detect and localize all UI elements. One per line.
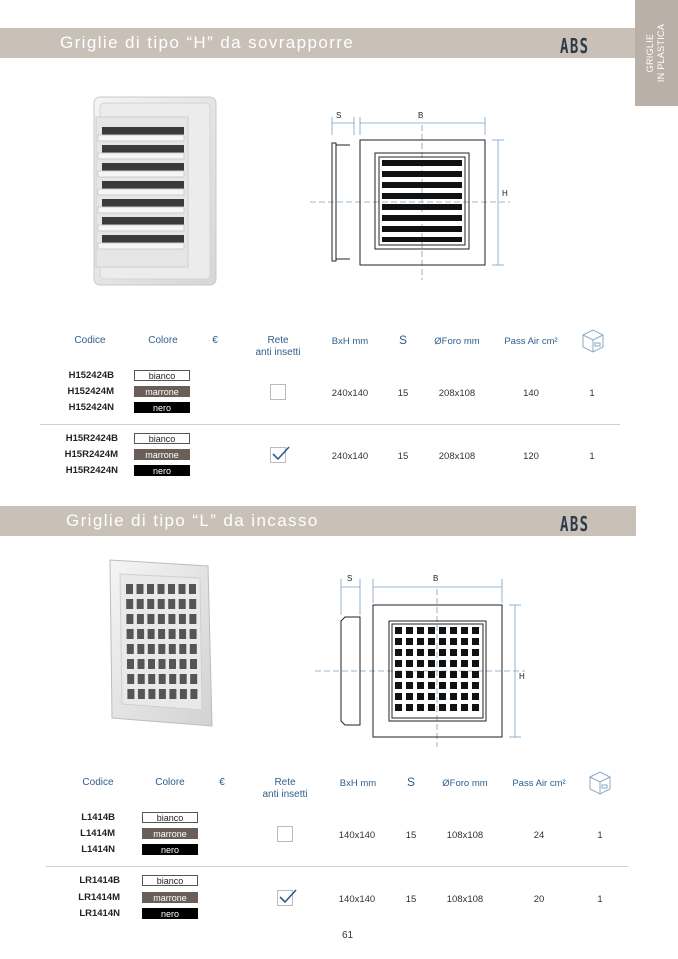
col-header-foro: ØForo mm [442, 778, 488, 789]
grille-opening [138, 659, 145, 669]
grille-opening [138, 674, 145, 684]
rete-checkbox-empty [270, 384, 286, 400]
grille-opening [189, 614, 196, 624]
col-header-colore: Colore [155, 777, 185, 788]
grille-opening [417, 638, 424, 645]
cell-foro: 208x108 [438, 451, 476, 462]
cell-s: 15 [397, 388, 409, 399]
cell-bxh: 140x140 [338, 830, 376, 841]
col-header-rete-line2: anti insetti [262, 789, 308, 800]
grille-opening [417, 660, 424, 667]
row-divider [46, 866, 628, 867]
grille-opening [190, 644, 197, 654]
product-code: LR1414M [78, 892, 120, 903]
grille-opening [450, 704, 457, 711]
grille-opening [428, 682, 435, 689]
color-swatch-marrone: marrone [134, 386, 190, 397]
grille-opening [406, 704, 413, 711]
grille-opening [138, 689, 145, 699]
product-code: H15R2424B [65, 433, 118, 444]
cell-pass-air: 140 [523, 388, 539, 399]
page-number: 61 [342, 930, 354, 941]
grille-opening [158, 629, 165, 639]
checkmark-icon [271, 445, 291, 461]
grille-opening [158, 584, 165, 594]
grille-opening [158, 644, 165, 654]
cell-pass-air: 24 [533, 830, 545, 841]
cell-bxh: 140x140 [338, 894, 376, 905]
grille-opening [417, 693, 424, 700]
grille-opening [148, 629, 155, 639]
grille-opening [158, 614, 165, 624]
grille-opening [472, 704, 479, 711]
cell-qty: 1 [589, 451, 595, 462]
grille-opening [147, 614, 154, 624]
grille-opening [126, 614, 133, 624]
grille-opening [169, 674, 176, 684]
color-swatch-marrone: marrone [142, 828, 198, 839]
product-code: H152424M [67, 386, 114, 397]
grille-opening [148, 674, 155, 684]
grille-opening [137, 644, 144, 654]
grille-opening [428, 671, 435, 678]
grille-opening [180, 659, 187, 669]
box-icon [587, 769, 613, 795]
grille-opening [428, 649, 435, 656]
cell-s: 15 [397, 451, 409, 462]
color-swatch-nero: nero [142, 908, 198, 919]
grille-opening [190, 629, 197, 639]
section-l-material: ABS [560, 512, 590, 536]
grille-opening [472, 638, 479, 645]
category-tab-label [645, 3, 667, 103]
grille-opening [472, 693, 479, 700]
grille-opening [137, 584, 144, 594]
grille-opening [169, 689, 176, 699]
col-header-price: € [212, 335, 218, 346]
grille-l-technical-drawing [315, 565, 530, 750]
grille-opening [395, 660, 402, 667]
col-header-bxh: BxH mm [339, 778, 377, 789]
grille-opening [159, 659, 166, 669]
box-icon [580, 327, 606, 353]
rete-checkbox-checked [277, 890, 293, 906]
col-header-rete [245, 335, 311, 359]
col-header-rete-line1: Rete [274, 777, 296, 788]
row-divider [40, 424, 620, 425]
grille-opening [417, 649, 424, 656]
grille-opening [395, 682, 402, 689]
col-header-pass-air: Pass Air cm² [504, 336, 558, 347]
color-swatch-bianco: bianco [142, 812, 198, 823]
grille-opening [395, 638, 402, 645]
grille-opening [450, 660, 457, 667]
grille-opening [190, 674, 197, 684]
grille-opening [406, 649, 413, 656]
grille-opening [189, 599, 196, 609]
grille-opening [439, 693, 446, 700]
grille-opening [190, 689, 197, 699]
color-swatch-nero: nero [134, 465, 190, 476]
product-code: LR1414N [79, 908, 120, 919]
col-header-pass-air: Pass Air cm² [512, 778, 566, 789]
cell-bxh: 240x140 [331, 388, 369, 399]
grille-opening [137, 629, 144, 639]
grille-opening [148, 659, 155, 669]
grille-opening [406, 693, 413, 700]
product-code: H152424B [68, 370, 114, 381]
grille-opening [168, 584, 175, 594]
grille-opening [395, 671, 402, 678]
grille-opening [395, 649, 402, 656]
grille-opening [159, 674, 166, 684]
grille-opening [148, 689, 155, 699]
col-header-foro: ØForo mm [434, 336, 480, 347]
grille-opening [450, 649, 457, 656]
dim-h-label: H [519, 672, 525, 681]
cell-pass-air: 120 [523, 451, 539, 462]
grille-opening [179, 599, 186, 609]
grille-opening [406, 671, 413, 678]
product-code: H15R2424N [65, 465, 118, 476]
cell-qty: 1 [589, 388, 595, 399]
grille-opening [147, 584, 154, 594]
grille-opening [450, 682, 457, 689]
grille-opening [189, 584, 196, 594]
product-code: L1414B [81, 812, 115, 823]
dim-h-label: H [502, 189, 508, 198]
grille-opening [179, 614, 186, 624]
grille-opening [461, 627, 468, 634]
cell-s: 15 [405, 830, 417, 841]
dim-s-label: S [347, 574, 353, 583]
cell-pass-air: 20 [533, 894, 545, 905]
grille-opening [461, 638, 468, 645]
grille-opening [169, 629, 176, 639]
grille-opening [439, 682, 446, 689]
grille-opening [127, 674, 134, 684]
grille-opening [127, 659, 134, 669]
dim-b-label: B [433, 574, 439, 583]
cell-qty: 1 [597, 830, 603, 841]
grille-opening [461, 693, 468, 700]
checkmark-icon [278, 888, 298, 904]
grille-opening [126, 599, 133, 609]
grille-opening [137, 599, 144, 609]
grille-opening [472, 660, 479, 667]
grille-opening [417, 627, 424, 634]
col-header-price: € [219, 777, 225, 788]
grille-opening [127, 689, 134, 699]
grille-opening [159, 689, 166, 699]
color-swatch-nero: nero [142, 844, 198, 855]
grille-opening [472, 671, 479, 678]
grille-h-photo [86, 95, 220, 287]
col-header-s: S [398, 333, 407, 347]
col-header-bxh: BxH mm [331, 336, 369, 347]
color-swatch-bianco: bianco [134, 370, 190, 381]
color-swatch-marrone: marrone [134, 449, 190, 460]
grille-opening [461, 649, 468, 656]
grille-opening [179, 644, 186, 654]
category-tab [635, 0, 678, 106]
grille-opening [417, 704, 424, 711]
product-code: H15R2424M [64, 449, 118, 460]
grille-l-photo [108, 558, 216, 730]
section-l-header [0, 506, 636, 536]
section-h-material: ABS [560, 34, 590, 58]
grille-opening [137, 614, 144, 624]
grille-opening [179, 629, 186, 639]
section-h-header [0, 28, 635, 58]
color-swatch-marrone: marrone [142, 892, 198, 903]
grille-opening [472, 649, 479, 656]
grille-opening [450, 638, 457, 645]
grille-opening [127, 629, 134, 639]
grille-opening [148, 644, 155, 654]
grille-opening [461, 660, 468, 667]
section-h-title: Griglie di tipo “H” da sovrapporre [60, 33, 355, 52]
grille-opening [439, 627, 446, 634]
color-swatch-bianco: bianco [142, 875, 198, 886]
col-header-codice: Codice [82, 777, 114, 788]
col-header-rete [252, 777, 318, 801]
cell-qty: 1 [597, 894, 603, 905]
grille-opening [395, 627, 402, 634]
category-line-1: GRIGLIE [645, 33, 655, 73]
grille-opening [168, 599, 175, 609]
grille-opening [461, 704, 468, 711]
col-header-codice: Codice [74, 335, 106, 346]
grille-opening [439, 704, 446, 711]
cell-foro: 108x108 [446, 894, 484, 905]
grille-opening [428, 704, 435, 711]
grille-opening [406, 627, 413, 634]
grille-h-technical-drawing [310, 105, 520, 285]
color-swatch-nero: nero [134, 402, 190, 413]
grille-opening [439, 649, 446, 656]
grille-opening [450, 693, 457, 700]
product-code: L1414M [80, 828, 115, 839]
grille-opening [179, 584, 186, 594]
grille-opening [472, 682, 479, 689]
col-header-s: S [406, 775, 415, 789]
grille-opening [439, 638, 446, 645]
grille-opening [428, 693, 435, 700]
grille-opening [126, 584, 133, 594]
product-code: H152424N [68, 402, 114, 413]
dim-b-label: B [418, 111, 424, 120]
grille-opening [450, 671, 457, 678]
product-code: LR1414B [79, 875, 120, 886]
cell-s: 15 [405, 894, 417, 905]
cell-foro: 108x108 [446, 830, 484, 841]
cell-foro: 208x108 [438, 388, 476, 399]
grille-opening [439, 660, 446, 667]
col-header-rete-line1: Rete [267, 335, 289, 346]
grille-opening [190, 659, 197, 669]
grille-opening [450, 627, 457, 634]
rete-checkbox-empty [277, 826, 293, 842]
grille-opening [127, 644, 134, 654]
grille-opening [395, 693, 402, 700]
cell-bxh: 240x140 [331, 451, 369, 462]
color-swatch-bianco: bianco [134, 433, 190, 444]
product-code: L1414N [81, 844, 115, 855]
grille-opening [461, 671, 468, 678]
grille-opening [461, 682, 468, 689]
grille-opening [439, 671, 446, 678]
grille-opening [180, 689, 187, 699]
rete-checkbox-checked [270, 447, 286, 463]
grille-opening [158, 599, 165, 609]
col-header-rete-line2: anti insetti [255, 347, 301, 358]
grille-opening [147, 599, 154, 609]
grille-opening [406, 660, 413, 667]
grille-opening [406, 682, 413, 689]
grille-opening [406, 638, 413, 645]
grille-opening [168, 614, 175, 624]
col-header-colore: Colore [148, 335, 178, 346]
grille-opening [169, 644, 176, 654]
grille-opening [169, 659, 176, 669]
grille-opening [428, 627, 435, 634]
dim-s-label: S [336, 111, 342, 120]
grille-opening [428, 638, 435, 645]
grille-opening [417, 671, 424, 678]
grille-opening [417, 682, 424, 689]
grille-opening [472, 627, 479, 634]
category-line-2: IN PLASTICA [656, 23, 666, 83]
grille-opening [180, 674, 187, 684]
grille-opening [395, 704, 402, 711]
grille-opening [428, 660, 435, 667]
section-l-title: Griglie di tipo “L” da incasso [66, 511, 319, 530]
